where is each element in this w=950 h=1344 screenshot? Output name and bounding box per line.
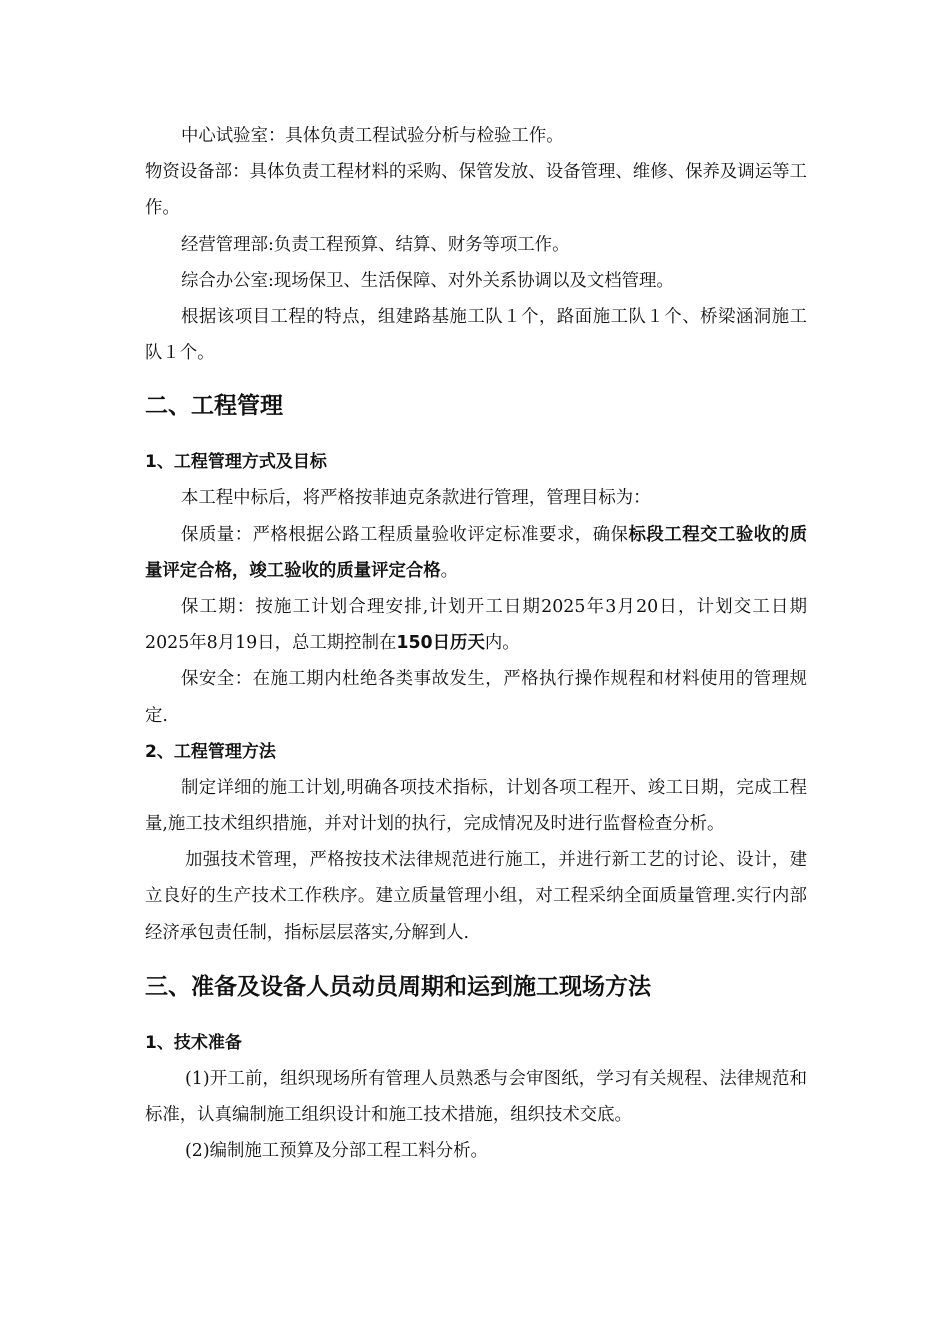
paragraph-teams: 根据该项目工程的特点，组建路基施工队１个，路面施工队１个、桥梁涵洞施工队１个。 [145, 307, 807, 364]
document-body [145, 118, 807, 1169]
subheading-2-2: 2、工程管理方法 [145, 741, 276, 762]
quality-emphasis: 标段工程交工验收的质量评定合格，竣工验收的质量评定合格 [145, 524, 807, 581]
subheading-2-1: 1、工程管理方式及目标 [145, 452, 327, 473]
paragraph-period [145, 589, 807, 661]
paragraph-lab: 中心试验室：具体负责工程试验分析与检验工作。 [181, 126, 564, 146]
section-heading-3: 三、准备及设备人员动员周期和运到施工现场方法 [145, 973, 651, 1000]
paragraph-management-intro: 本工程中标后，将严格按菲迪克条款进行管理，管理目标为： [181, 488, 651, 509]
subheading-3-1: 1、技术准备 [145, 1032, 242, 1053]
paragraph-materials: 物资设备部：具体负责工程材料的采购、保管发放、设备管理、维修、保养及调运等工作。 [145, 162, 807, 219]
paragraph-safety: 保安全：在施工期内杜绝各类事故发生，严格执行操作规程和材料使用的管理规定. [145, 669, 807, 726]
paragraph-technical-management: 加强技术管理，严格按技术法律规范进行施工，并进行新工艺的讨论、设计，建立良好的生产技术工作秩序。建立质量管理小组，对工程采纳全面质量管理.实行内部经济承包责任制，指标层层落实,分解到人. [145, 850, 807, 943]
paragraph-quality [145, 517, 807, 589]
quality-end: 。 [440, 560, 459, 581]
paragraph-prep-2: (2)编制施工预算及分部工程工料分析。 [185, 1141, 488, 1162]
section-heading-2: 二、工程管理 [145, 393, 283, 420]
paragraph-business: 经营管理部:负责工程预算、结算、财务等项工作。 [181, 234, 570, 255]
paragraph-prep-1: (1)开工前，组织现场所有管理人员熟悉与会审图纸，学习有关规程、法律规范和标准，认真编制施工组织设计和施工技术措施，组织技术交底。 [145, 1068, 807, 1126]
period-text: 保工期：按施工计划合理安排,计划开工日期2025年3月20日，计划交工日期2025年8月19日，总工期控制在 [145, 597, 807, 654]
paragraph-plan: 制定详细的施工计划,明确各项技术指标，计划各项工程开、竣工日期，完成工程量,施工技术组织措施，并对计划的执行，完成情况及时进行监督检查分析。 [145, 777, 807, 835]
quality-text: 保质量：严格根据公路工程质量验收评定标准要求，确保 [181, 524, 629, 545]
period-emphasis: 150日历天 [396, 633, 485, 654]
paragraph-office: 综合办公室:现场保卫、生活保障、对外关系协调以及文档管理。 [181, 270, 674, 291]
period-end: 内。 [484, 633, 520, 654]
